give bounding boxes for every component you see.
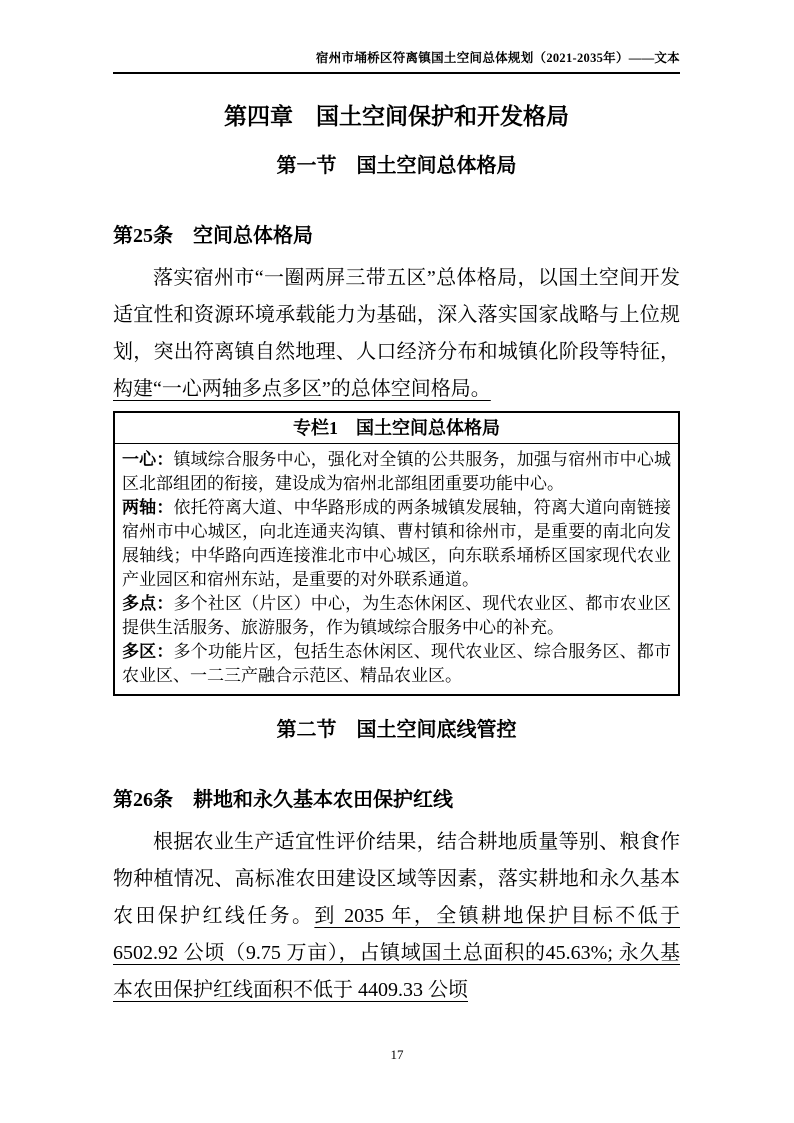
feature-box-title: 专栏1 国土空间总体格局: [115, 413, 678, 444]
box-item-one-center: [122, 448, 671, 496]
box-item-label: 一心：: [122, 450, 174, 469]
article25-paragraph: [113, 260, 680, 408]
article26-heading: 第26条 耕地和永久基本农田保护红线: [113, 789, 453, 811]
box-item-text: 多个功能片区，包括生态休闲区、现代农业区、综合服务区、都市农业区、一二三产融合示范区、精品农业区。: [122, 642, 671, 685]
article25-heading: 第25条 空间总体格局: [113, 225, 313, 247]
box-item-text: 多个社区（片区）中心，为生态休闲区、现代农业区、都市农业区提供生活服务、旅游服务，作为镇域综合服务中心的补充。: [122, 594, 671, 637]
chapter-title: 第四章 国土空间保护和开发格局: [224, 104, 569, 129]
article26-paragraph-text: 根据农业生产适宜性评价结果，结合耕地质量等别、粮食作物种植情况、高标准农田建设区域等因素，落实耕地和永久基本农田保护红线任务。: [113, 831, 680, 927]
section1-title: 第一节 国土空间总体格局: [276, 155, 517, 177]
box-item-multi-points: [122, 592, 671, 640]
feature-box-body: [115, 444, 678, 694]
section2-title: 第二节 国土空间底线管控: [276, 719, 517, 741]
box-item-label: 多区：: [122, 642, 174, 661]
page-number: 17: [390, 1047, 404, 1062]
box-item-label: 多点：: [122, 594, 174, 613]
article25-paragraph-text: 落实宿州市“一圈两屏三带五区”总体格局，以国土空间开发适宜性和资源环境承载能力为基础，深入落实国家战略与上位规划，突出符离镇自然地理、人口经济分布和城镇化阶段等特征，: [113, 267, 680, 363]
box-item-multi-zones: [122, 640, 671, 688]
box-item-text: 依托符离大道、中华路形成的两条城镇发展轴，符离大道向南链接宿州市中心城区，向北连通夹沟镇、曹村镇和徐州市，是重要的南北向发展轴线；中华路向西连接淮北市中心城区，向东联系埇桥区国家现代农业产业园区和宿州东站，是重要的对外联系通道。: [122, 498, 671, 589]
document-header: 宿州市埇桥区符离镇国土空间总体规划（2021-2035年）——文本: [113, 50, 680, 74]
article26-paragraph-underlined-text: 到 2035 年，全镇耕地保护目标不低于 6502.92 公顷（9.75 万亩），占镇域国土总面积的45.63%; 永久基本农田保护红线面积不低于 4409.33 公顷: [113, 905, 680, 1001]
box-item-two-axes: [122, 496, 671, 592]
box-item-text: 镇域综合服务中心，强化对全镇的公共服务，加强与宿州市中心城区北部组团的衔接，建设成为宿州北部组团重要功能中心。: [122, 450, 671, 493]
feature-box: [113, 411, 680, 696]
box-item-label: 两轴：: [122, 498, 174, 517]
article26-paragraph: [113, 824, 680, 1009]
article25-paragraph-underlined-text: 构建“一心两轴多点多区”的总体空间格局。: [113, 378, 491, 400]
